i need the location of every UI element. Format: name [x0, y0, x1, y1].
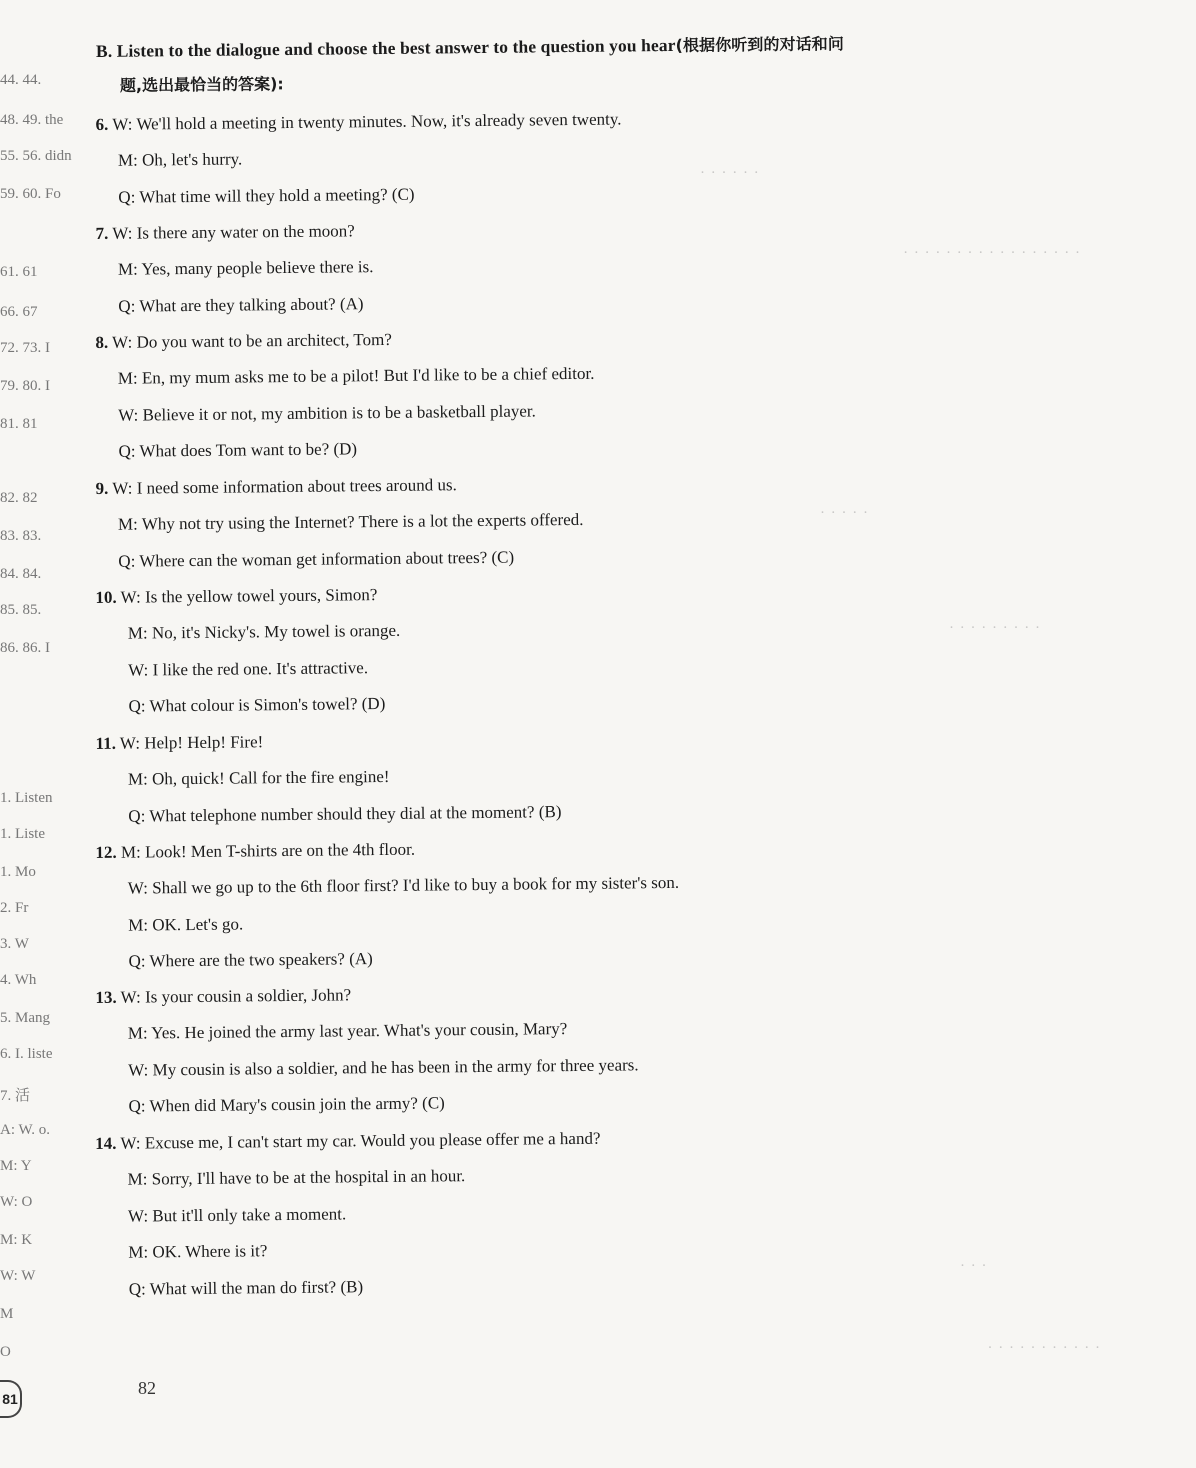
margin-fragment: 79. 80. I [0, 378, 50, 394]
dialogue-line: M: Why not try using the Internet? There is a lot the experts offered. [117, 510, 584, 535]
dialogue-line: M: Sorry, I'll have to be at the hospital in an hour. [127, 1166, 466, 1189]
margin-fragment: 1. Mo [0, 864, 36, 880]
dialogue-line: M: OK. Let's go. [128, 914, 244, 935]
dialogue-line: W: My cousin is also a soldier, and he has been in the army for three years. [128, 1055, 639, 1080]
dialogue-question: Q: What are they talking about? (A) [118, 294, 364, 316]
dialogue-line: M: Yes. He joined the army last year. What's your cousin, Mary? [127, 1019, 568, 1044]
dialogue-question: Q: Where can the woman get information about trees? (C) [118, 547, 515, 571]
margin-fragment: W: W [0, 1268, 36, 1284]
bleed-through-text: · · · · · · [700, 165, 760, 181]
dialogue-line: M: OK. Where is it? [128, 1241, 268, 1262]
margin-fragment: M: K [0, 1232, 33, 1248]
dialogue-number: 12. [95, 842, 117, 862]
margin-fragment: 72. 73. I [0, 340, 50, 356]
dialogue-line: W: Excuse me, I can't start my car. Would you please offer me a hand? [120, 1128, 601, 1153]
margin-fragment: 3. W [0, 936, 29, 952]
dialogue-line: W: But it'll only take a moment. [127, 1204, 347, 1226]
dialogue-line: W: Is your cousin a soldier, John? [120, 985, 352, 1008]
dialogue-number: 9. [95, 478, 109, 498]
margin-fragment: 1. Liste [0, 826, 45, 842]
dialogue-question: Q: What does Tom want to be? (D) [118, 439, 358, 462]
dialogue-13 [95, 971, 996, 1126]
dialogue-line: M: Oh, quick! Call for the fire engine! [127, 766, 390, 789]
margin-fragment: 61. 61 [0, 264, 38, 280]
page-number: 82 [138, 1378, 156, 1398]
margin-fragment: O [0, 1344, 11, 1360]
dialogue-line: W: Help! Help! Fire! [119, 731, 264, 753]
dialogue-12 [95, 825, 996, 980]
section-title-cn: (根据你听到的对话和问 [675, 34, 845, 55]
dialogue-line: M: Yes, many people believe there is. [117, 257, 374, 280]
dialogue-11 [95, 716, 996, 835]
bleed-through-text: · · · · · · · · · · · [986, 1340, 1100, 1356]
margin-fragment: W: O [0, 1194, 33, 1210]
dialogue-line: M: No, it's Nicky's. My towel is orange. [127, 621, 401, 644]
bleed-through-text: · · · [960, 1258, 988, 1274]
margin-fragment: 84. 84. [0, 566, 42, 582]
dialogue-line: W: Is the yellow towel yours, Simon? [120, 585, 378, 607]
dialogue-10 [95, 571, 996, 726]
dialogue-7 [95, 207, 996, 326]
dialogue-number: 14. [95, 1133, 117, 1153]
margin-fragment: M: Y [0, 1158, 32, 1174]
dialogue-number: 6. [95, 114, 109, 135]
margin-fragment: 7. 活 [0, 1088, 31, 1104]
margin-fragment: 48. 49. the [0, 112, 64, 128]
section-title-en: B. Listen to the dialogue and choose the best answer to the question you hear [95, 34, 676, 61]
dialogue-question: Q: What time will they hold a meeting? (C) [118, 184, 415, 207]
dialogue-line: W: We'll hold a meeting in twenty minutes. Now, it's already seven twenty. [112, 109, 622, 134]
bleed-through-text: · · · · · · · · · [948, 620, 1040, 636]
dialogue-number: 8. [95, 333, 109, 353]
dialogue-line: W: Is there any water on the moon? [112, 221, 355, 243]
margin-fragment: 1. Listen [0, 790, 53, 806]
dialogue-line: W: Shall we go up to the 6th floor first? I'd like to buy a book for my sister's son. [127, 873, 680, 898]
dialogue-line: W: I like the red one. It's attractive. [128, 658, 369, 680]
dialogue-question: Q: What colour is Simon's towel? (D) [128, 694, 386, 716]
dialogue-6 [95, 98, 996, 217]
dialogue-number: 10. [95, 587, 117, 608]
dialogue-question: Q: What telephone number should they dial at the moment? (B) [128, 801, 562, 826]
margin-fragment: A: W. o. [0, 1122, 51, 1138]
margin-fragment: 66. 67 [0, 304, 38, 320]
dialogue-line: M: Oh, let's hurry. [117, 149, 243, 171]
dialogue-9 [95, 461, 996, 580]
margin-fragment: 55. 56. didn [0, 148, 72, 164]
margin-fragment: 4. Wh [0, 972, 37, 988]
margin-fragment: M [0, 1306, 14, 1322]
margin-fragment: 59. 60. Fo [0, 186, 61, 202]
section-title [96, 27, 996, 67]
margin-fragment: 2. Fr [0, 900, 29, 916]
dialogue-line: W: Do you want to be an architect, Tom? [112, 330, 392, 353]
margin-fragment: 81. 81 [0, 416, 38, 432]
dialogue-number: 13. [95, 988, 117, 1008]
dialogue-number: 7. [95, 224, 109, 244]
bleed-through-text: · · · · · · · · · · · · · · · · · [902, 245, 1080, 261]
section-subtitle: 题,选出最恰当的答案): [119, 74, 284, 95]
listening-section [96, 36, 996, 1308]
dialogue-line: M: En, my mum asks me to be a pilot! But I'd like to be a chief editor. [117, 364, 595, 389]
dialogue-question: Q: Where are the two speakers? (A) [128, 949, 373, 971]
margin-fragment: 85. 85. [0, 602, 42, 618]
dialogue-question: Q: When did Mary's cousin join the army? (C) [128, 1093, 445, 1117]
margin-fragment: 6. I. liste [0, 1046, 53, 1062]
margin-fragment: 83. 83. [0, 528, 42, 544]
margin-fragment: 5. Mang [0, 1010, 50, 1026]
dialogue-line: W: Believe it or not, my ambition is to be a basketball player. [118, 401, 536, 425]
bleed-through-text: · · · · · [820, 505, 869, 521]
dialogue-8 [95, 316, 996, 471]
dialogue-14 [95, 1117, 997, 1308]
margin-fragment: 82. 82 [0, 490, 38, 506]
dialogue-number: 11. [95, 733, 117, 753]
margin-fragment: 44. 44. [0, 72, 42, 88]
dialogue-question: Q: What will the man do first? (B) [128, 1276, 364, 1299]
dialogue-line: W: I need some information about trees around us. [112, 475, 457, 498]
margin-fragment: 86. 86. I [0, 640, 50, 656]
corner-page-badge: 81 [0, 1380, 22, 1418]
dialogue-line: M: Look! Men T-shirts are on the 4th floor. [120, 839, 416, 862]
